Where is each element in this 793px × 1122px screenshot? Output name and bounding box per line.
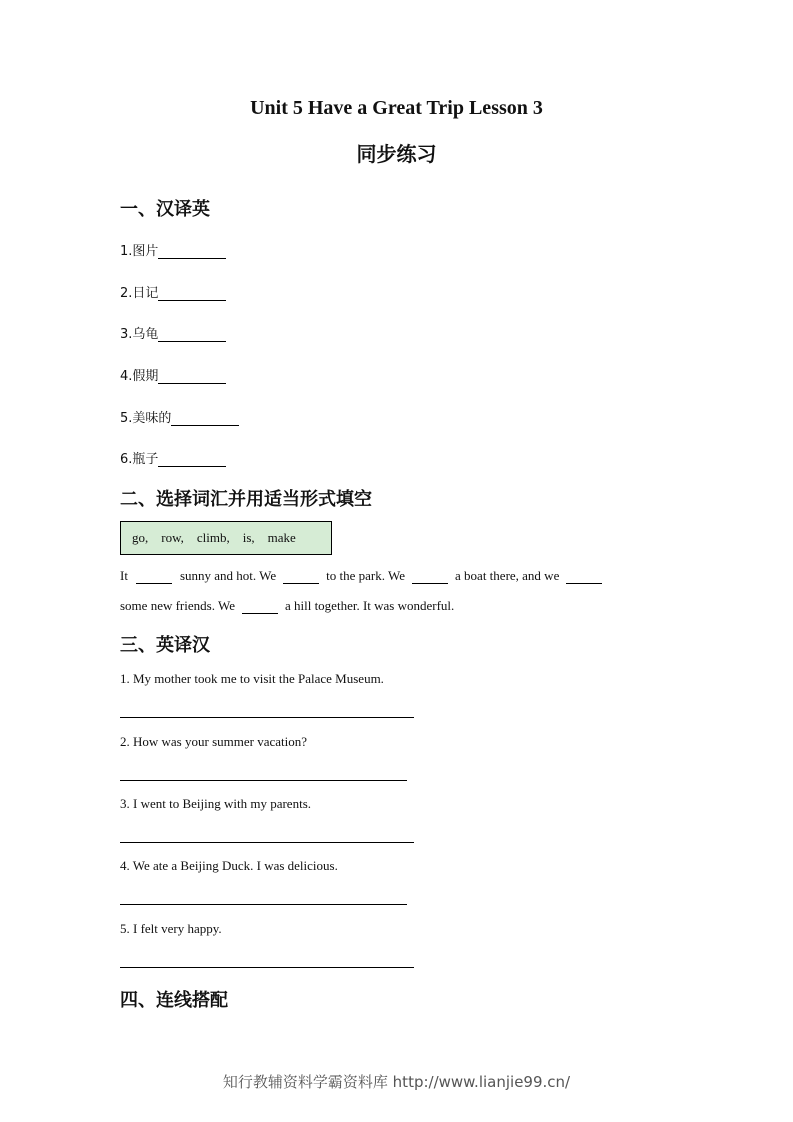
answer-blank[interactable]: [171, 411, 239, 426]
item-label: 4.假期: [120, 369, 159, 384]
sentence-4: 4. We ate a Beijing Duck. I was delicious.: [120, 858, 338, 873]
answer-blank[interactable]: [158, 244, 226, 259]
list-item: [120, 407, 239, 426]
sentence-2: 2. How was your summer vacation?: [120, 734, 308, 749]
answer-line-1[interactable]: [120, 717, 414, 718]
paragraph-text: It: [120, 568, 128, 583]
list-item: [120, 282, 226, 301]
item-label: 5.美味的: [120, 411, 172, 426]
answer-blank[interactable]: [158, 452, 226, 467]
paragraph-text: a boat there, and we: [455, 568, 560, 583]
answer-line-5[interactable]: [120, 967, 414, 968]
fill-blank[interactable]: [283, 570, 319, 584]
answer-blank[interactable]: [158, 369, 226, 384]
word-bank-text: go, row, climb, is, make: [132, 530, 296, 545]
fill-blank[interactable]: [412, 570, 448, 584]
document-title: Unit 5 Have a Great Trip Lesson 3: [250, 97, 543, 119]
answer-line-4[interactable]: [120, 904, 407, 905]
fill-blank[interactable]: [136, 570, 172, 584]
list-item: [120, 323, 226, 342]
answer-line-3[interactable]: [120, 842, 414, 843]
sentence-5: 5. I felt very happy.: [120, 921, 222, 936]
footer-watermark: 知行教辅资料学霸资料库 http://www.lianjie99.cn/: [222, 1073, 571, 1091]
paragraph-text: to the park. We: [326, 568, 406, 583]
list-item: [120, 448, 226, 467]
sentence-1: 1. My mother took me to visit the Palace Museum.: [120, 671, 384, 686]
fill-paragraph-line-1: [120, 568, 609, 584]
fill-blank[interactable]: [566, 570, 602, 584]
section-3-heading: 三、英译汉: [120, 635, 210, 656]
word-bank: [120, 521, 332, 555]
list-item: [120, 365, 226, 384]
fill-blank[interactable]: [242, 600, 278, 614]
section-2-heading: 二、选择词汇并用适当形式填空: [120, 489, 372, 510]
answer-blank[interactable]: [158, 327, 226, 342]
item-label: 2.日记: [120, 286, 159, 301]
sentence-3: 3. I went to Beijing with my parents.: [120, 796, 312, 811]
section-4-heading: 四、连线搭配: [120, 990, 228, 1011]
document-subtitle: 同步练习: [356, 142, 437, 166]
section-1-heading: 一、汉译英: [120, 199, 210, 220]
item-label: 3.乌龟: [120, 327, 159, 342]
fill-paragraph-line-2: [120, 598, 454, 614]
answer-line-2[interactable]: [120, 780, 407, 781]
item-label: 6.瓶子: [120, 452, 159, 467]
paragraph-text: some new friends. We: [120, 598, 235, 613]
list-item: [120, 240, 226, 259]
item-label: 1.图片: [120, 244, 159, 259]
paragraph-text: a hill together. It was wonderful.: [284, 598, 455, 613]
answer-blank[interactable]: [158, 286, 226, 301]
paragraph-text: sunny and hot. We: [179, 568, 277, 583]
